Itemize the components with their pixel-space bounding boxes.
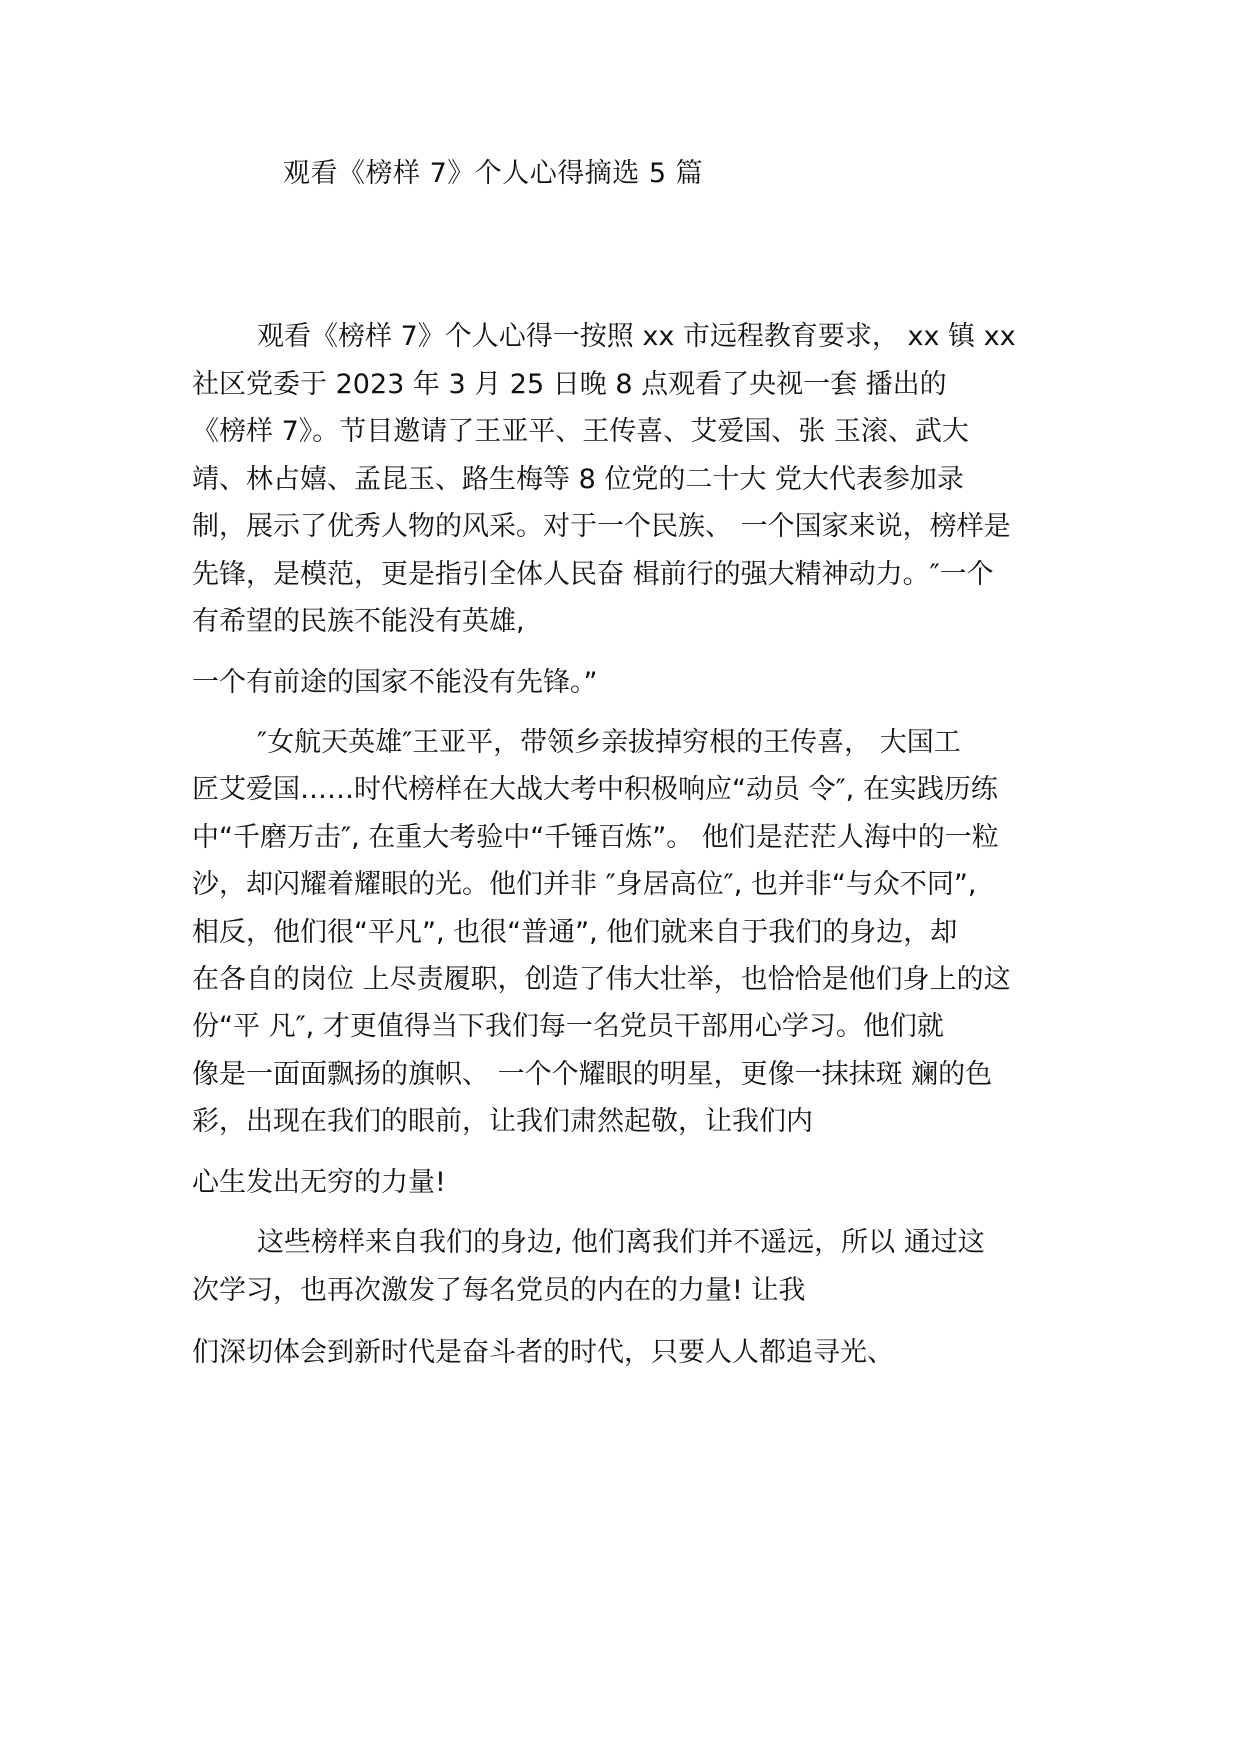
- paragraph-line: 次学习，也再次激发了每名党员的内在的力量! 让我: [192, 1275, 806, 1306]
- paragraph-line: 观看《榜样 7》个人心得一按照 xx 市远程教育要求， xx 镇 xx: [257, 321, 1016, 352]
- paragraph-line: 这些榜样来自我们的身边, 他们离我们并不遥远，所以 通过这: [257, 1227, 985, 1258]
- paragraph-line: 沙，却闪耀着耀眼的光。他们并非 ″身居高位″, 也并非“与众不同”,: [192, 869, 977, 900]
- paragraph-line: 心生发出无穷的力量!: [192, 1167, 446, 1198]
- paragraph-line: 一个有前途的国家不能没有先锋。”: [192, 667, 598, 698]
- paragraph-line: 匠艾爱国……时代榜样在大战大考中积极响应“动员 令″, 在实践历练: [192, 774, 998, 805]
- paragraph-line: ″女航天英雄″王亚平，带领乡亲拔掉穷根的王传喜， 大国工: [257, 727, 961, 758]
- paragraph-line: 彩，出现在我们的眼前，让我们肃然起敬，让我们内: [192, 1106, 813, 1137]
- paragraph-line: 中“千磨万击″, 在重大考验中“千锤百炼”。 他们是茫茫人海中的一粒: [192, 822, 999, 853]
- paragraph-line: 社区党委于 2023 年 3 月 25 日晚 8 点观看了央视一套 播出的: [192, 369, 947, 400]
- paragraph-line: 有希望的民族不能没有英雄,: [192, 606, 525, 637]
- paragraph-line: 在各自的岗位 上尽责履职，创造了伟大壮举，也恰恰是他们身上的这: [192, 964, 1011, 995]
- paragraph-line: 份“平 凡″, 才更值得当下我们每一名党员干部用心学习。他们就: [192, 1011, 944, 1042]
- document-title: 观看《榜样 7》个人心得摘选 5 篇: [283, 158, 704, 189]
- paragraph-line: 制，展示了优秀人物的风采。对于一个民族、 一个国家来说，榜样是: [192, 511, 1011, 542]
- paragraph-line: 像是一面面飘扬的旗帜、 一个个耀眼的明星，更像一抹抹斑 斓的色: [192, 1059, 993, 1090]
- paragraph-line: 先锋，是模范，更是指引全体人民奋 楫前行的强大精神动力。″一个: [192, 559, 994, 590]
- paragraph-line: 相反，他们很“平凡”, 也很“普通”, 他们就来自于我们的身边，却: [192, 917, 958, 948]
- paragraph-line: 们深切体会到新时代是奋斗者的时代，只要人人都追寻光、: [192, 1337, 894, 1368]
- paragraph-line: 靖、林占嬉、孟昆玉、路生梅等 8 位党的二十大 党大代表参加录: [192, 464, 964, 495]
- paragraph-line: 《榜样 7》。节目邀请了王亚平、王传喜、艾爱国、张 玉滚、武大: [192, 416, 969, 447]
